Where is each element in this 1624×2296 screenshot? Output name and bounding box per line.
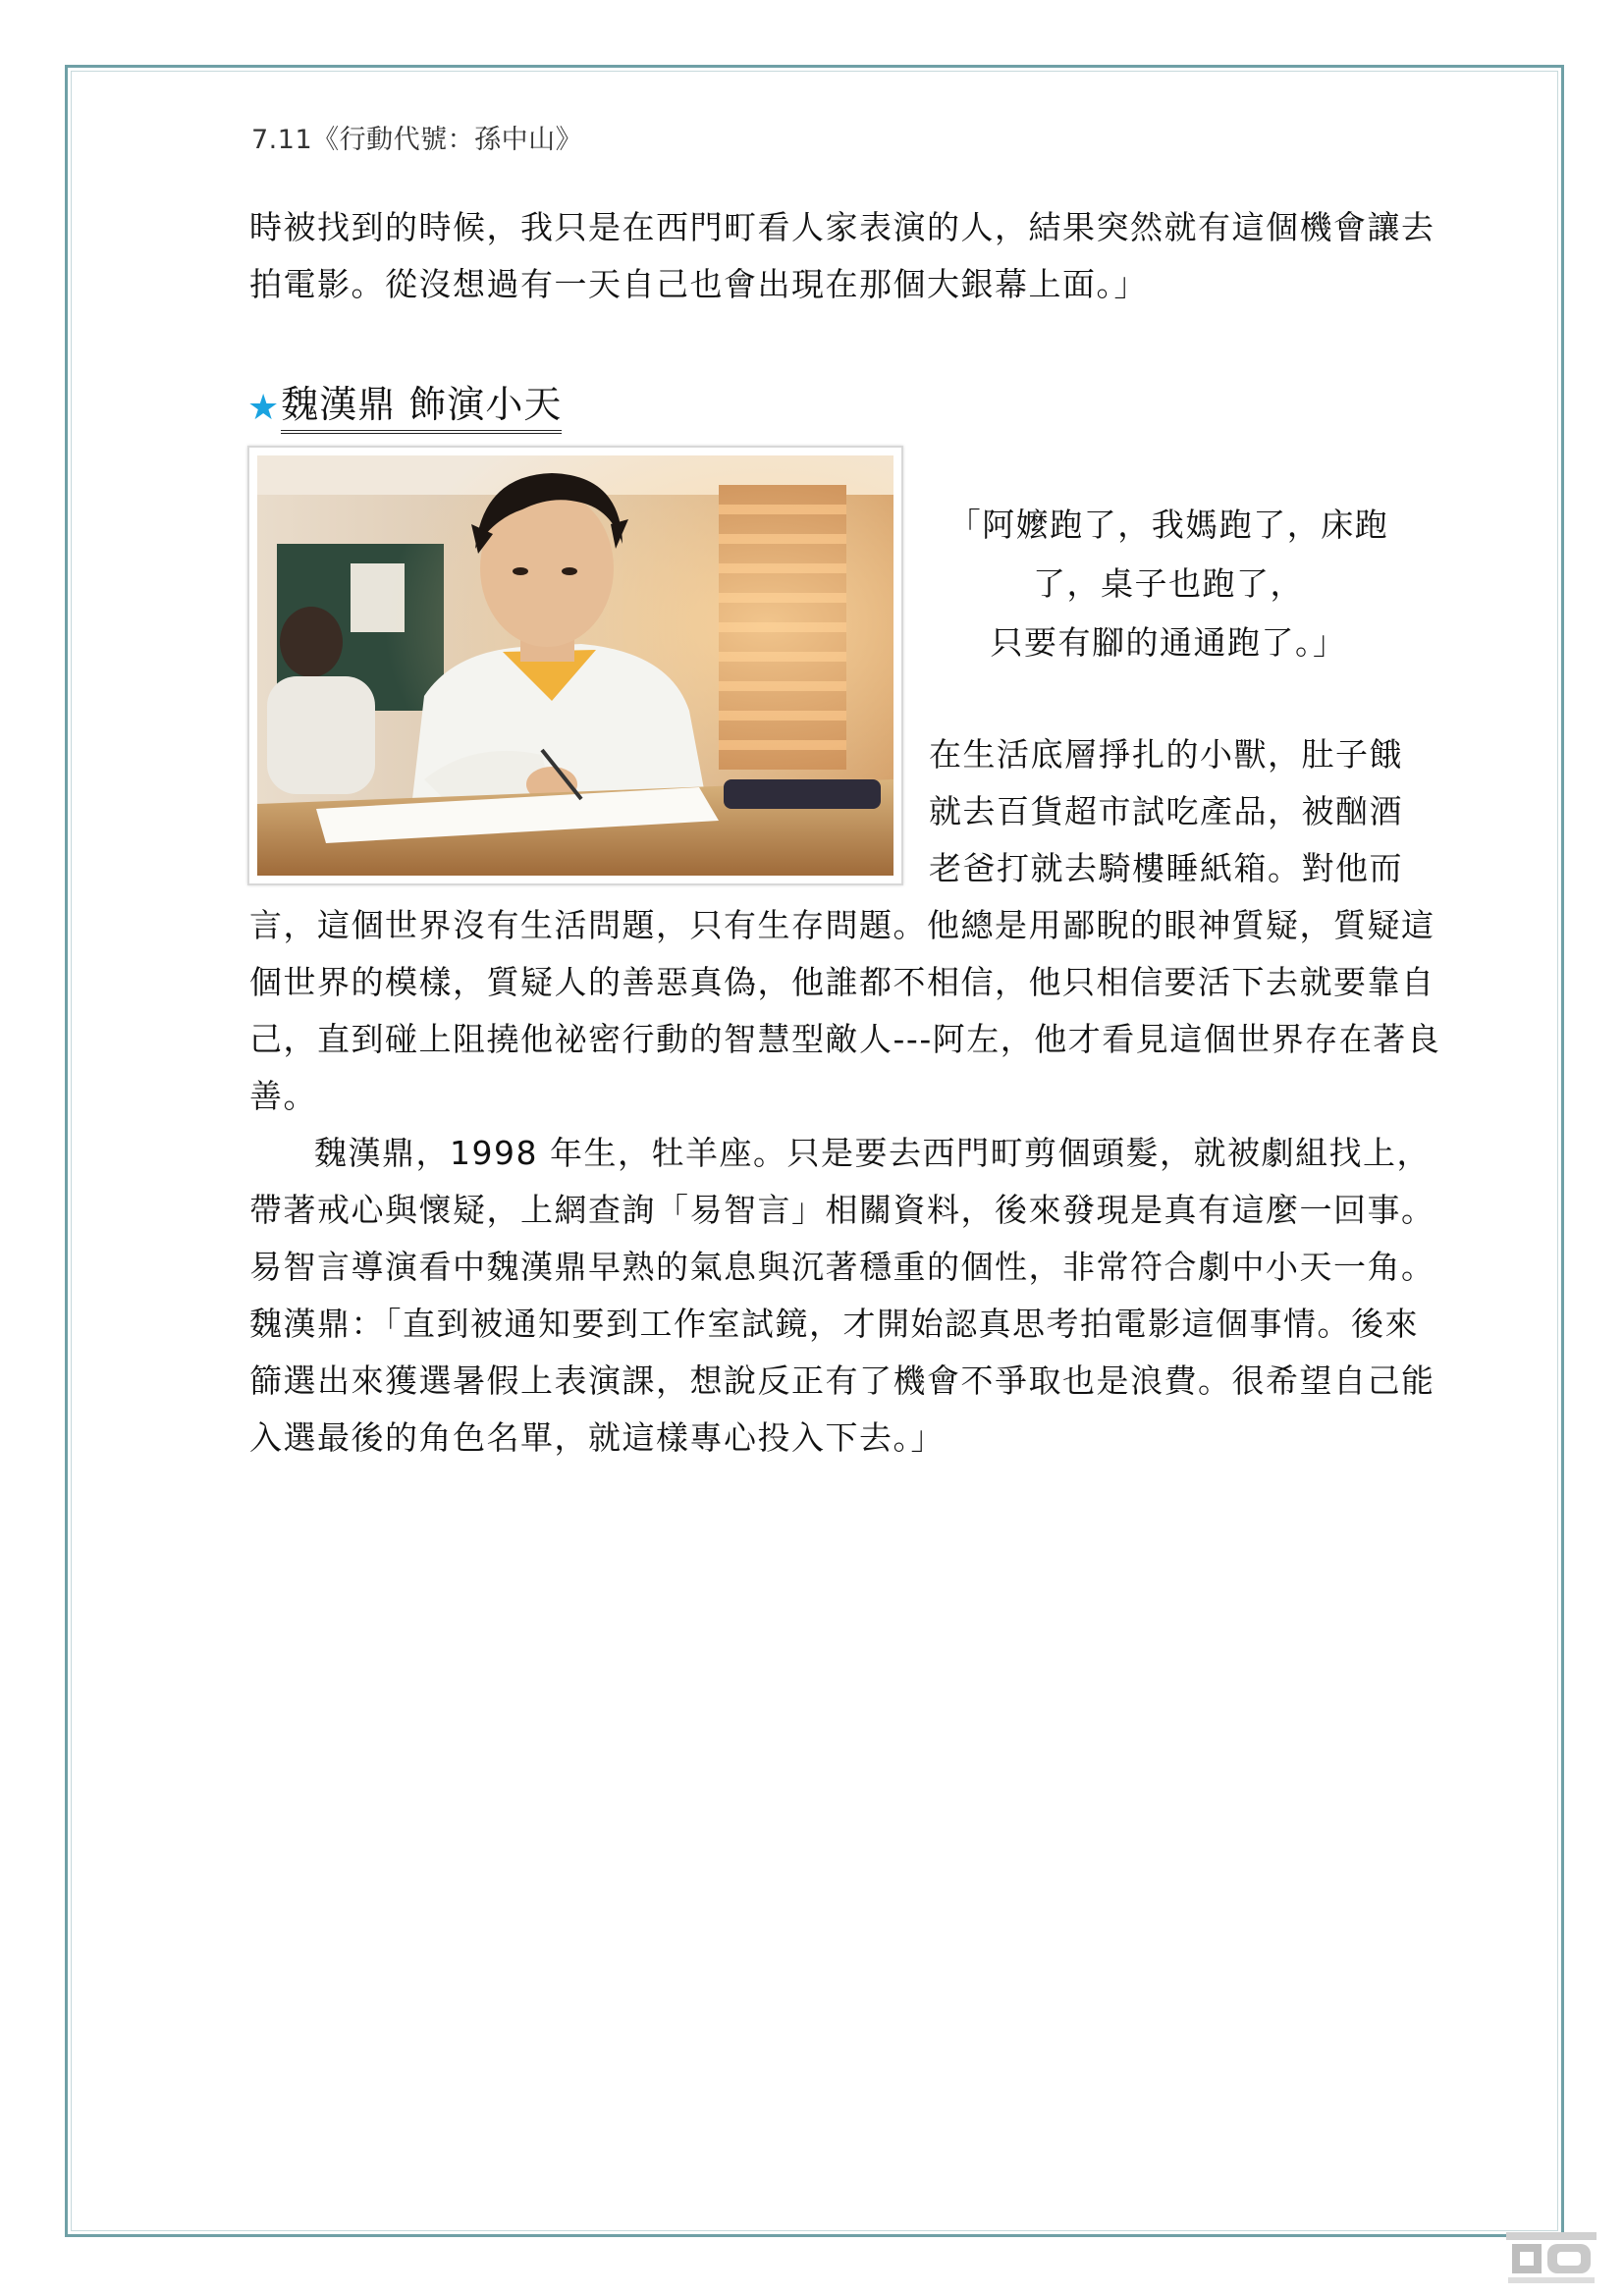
site-watermark-logo [1502,2228,1600,2289]
section-heading-text: 魏漢鼎 飾演小天 [281,381,562,434]
actor-photo-frame [247,446,903,885]
description-paragraph [249,897,1441,1125]
bio-line: 帶著戒心與懷疑，上網查詢「易智言」相關資料，後來發現是真有這麼一回事。 [249,1191,1435,1229]
description-line: 己，直到碰上阻撓他祕密行動的智慧型敵人---阿左，他才看見這個世界存在著良 [249,1020,1441,1058]
description-line: 言，這個世界沒有生活問題，只有生存問題。他總是用鄙睨的眼神質疑，質疑這 [249,906,1435,944]
intro-paragraph [249,199,1435,313]
description-line: 個世界的模樣，質疑人的善惡真偽，他誰都不相信，他只相信要活下去就要靠自 [249,963,1435,1001]
quote-line: 只要有腳的通通跑了。」 [990,623,1347,662]
description-line: 就去百貨超市試吃產品，被酗酒 [929,792,1403,830]
bio-line: 篩選出來獲選暑假上表演課，想說反正有了機會不爭取也是浪費。很希望自己能 [249,1362,1435,1400]
description-wrap [929,726,1403,897]
description-line: 善。 [249,1077,317,1115]
quote-line: 了，桌子也跑了， [1033,564,1304,603]
intro-line: 拍電影。從沒想過有一天自己也會出現在那個大銀幕上面。」 [249,265,1148,303]
intro-line: 時被找到的時候，我只是在西門町看人家表演的人，結果突然就有這個機會讓去 [249,208,1435,246]
description-line: 在生活底層掙扎的小獸，肚子餓 [929,735,1403,774]
description-line: 老爸打就去騎樓睡紙箱。對他而 [929,849,1403,887]
bio-paragraph [249,1125,1435,1467]
page-header: 7.11《行動代號：孫中山》 [251,125,583,155]
quote-block [943,496,1394,672]
bio-line: 魏漢鼎：「直到被通知要到工作室試鏡，才開始認真思考拍電影這個事情。後來 [249,1305,1419,1343]
star-icon: ★ [247,388,280,428]
quote-line: 「阿嬤跑了，我媽跑了，床跑 [947,506,1389,544]
section-heading [247,381,562,434]
bio-line: 入選最後的角色名單，就這樣專心投入下去。」 [249,1418,945,1457]
bio-line: 易智言導演看中魏漢鼎早熟的氣息與沉著穩重的個性，非常符合劇中小天一角。 [249,1248,1435,1286]
bio-line: 魏漢鼎，1998 年生，牡羊座。只是要去西門町剪個頭髮，就被劇組找上， [314,1134,1431,1172]
actor-photo [257,455,893,876]
